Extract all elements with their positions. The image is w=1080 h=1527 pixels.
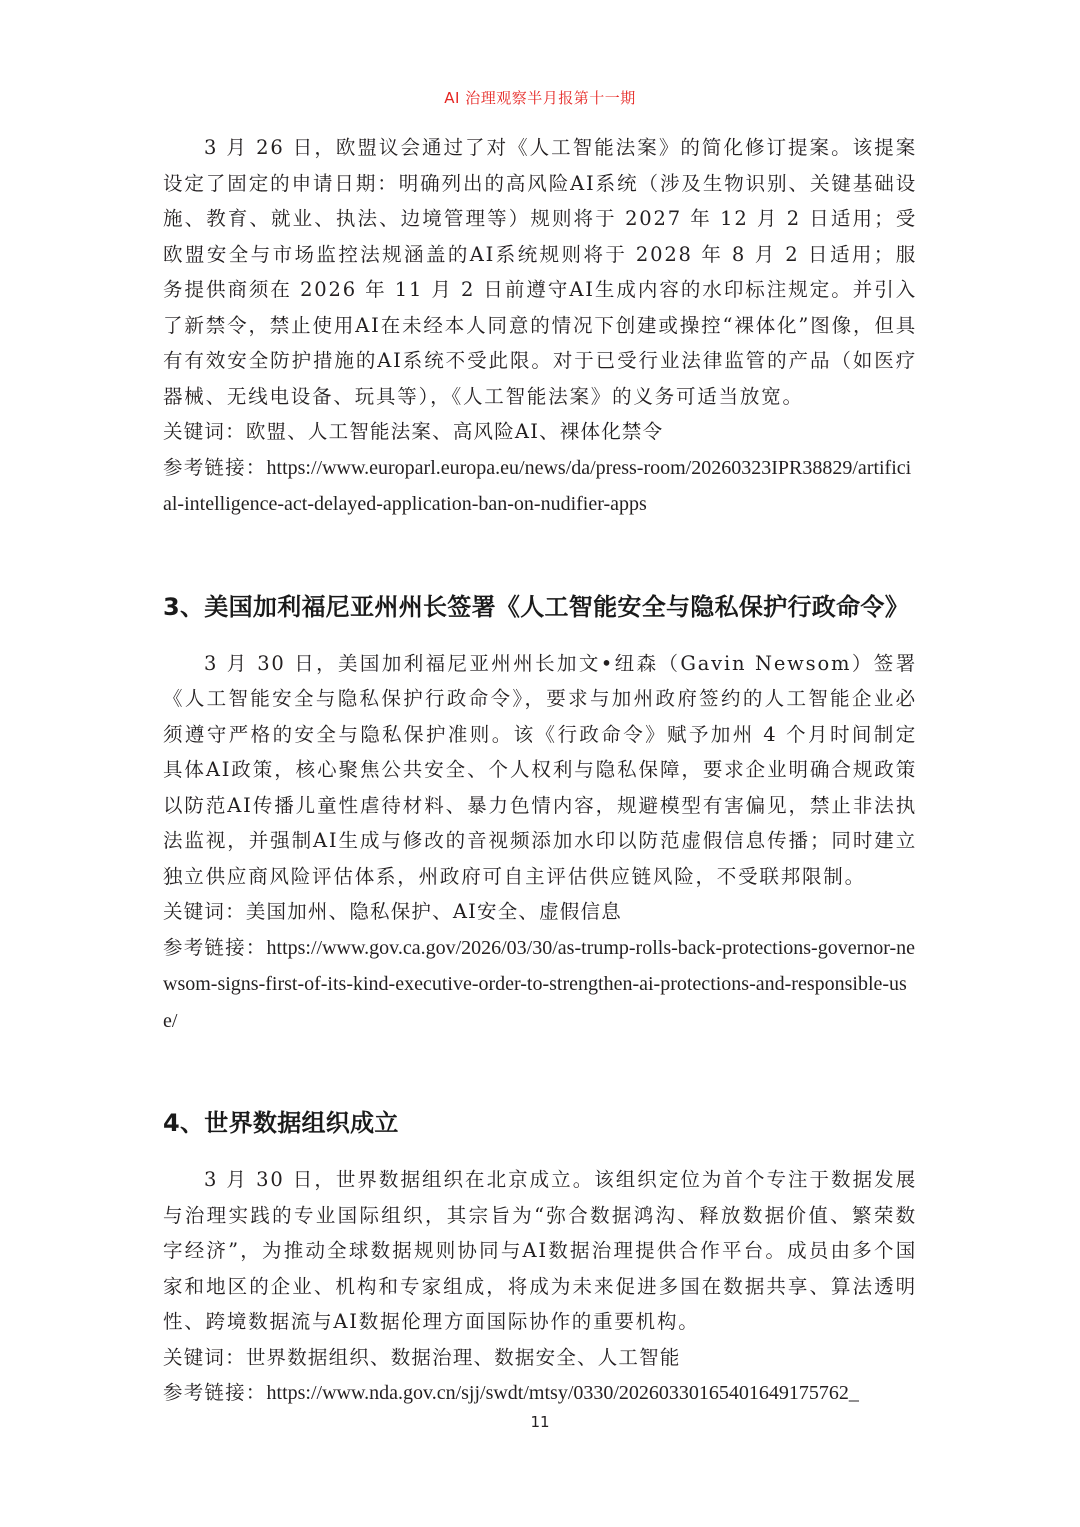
reference-line <box>163 1375 917 1412</box>
section-3-heading: 3、美国加利福尼亚州州长签署《人工智能安全与隐私保护行政命令》 <box>163 592 909 621</box>
keywords-line <box>163 1340 917 1376</box>
keywords-line <box>163 414 917 450</box>
reference-link[interactable]: https://www.nda.gov.cn/sjj/swdt/mtsy/0330/20260330165401649175762_ <box>266 1382 859 1404</box>
reference-line <box>163 930 917 1040</box>
paragraph-eu-ai-act: 3 月 26 日，欧盟议会通过了对《人工智能法案》的简化修订提案。该提案设定了固定的申请日期：明确列出的高风险AI系统（涉及生物识别、关键基础设施、教育、就业、执法、边境管理等）规则将于 2027 年 12 月 2 日适用；受欧盟安全与市场监控法规涵盖的AI系统规则将于 2028 年 8 月 2 日适用；服务提供商须在 2026 年 11 月 2 日前遵守AI生成内容的水印标注规定。并引入了新禁令，禁止使用AI在未经本人同意的情况下创建或操控“裸体化”图像，但具有有效安全防护措施的AI系统不受此限。对于已受行业法律监管的产品（如医疗器械、无线电设备、玩具等），《人工智能法案》的义务可适当放宽。 <box>163 136 917 408</box>
paragraph-section-4: 3 月 30 日，世界数据组织在北京成立。该组织定位为首个专注于数据发展与治理实践的专业国际组织，其宗旨为“弥合数据鸿沟、释放数据价值、繁荣数字经济”，为推动全球数据规则协同与AI数据治理提供合作平台。成员由多个国家和地区的企业、机构和专家组成，将成为未来促进多国在数据共享、算法透明性、跨境数据流与AI数据伦理方面国际协作的重要机构。 <box>163 1168 917 1333</box>
section-3 <box>163 587 917 1040</box>
reference-link[interactable]: https://www.europarl.europa.eu/news/da/press-room/20260323IPR38829/artificial-intelligence-act-delayed-application-ban-on-nudifier-apps <box>163 456 912 515</box>
page-number: 11 <box>530 1413 550 1431</box>
reference-label: 参考链接： <box>163 935 267 959</box>
paragraph-section-3: 3 月 30 日，美国加利福尼亚州州长加文•纽森（Gavin Newsom）签署《人工智能安全与隐私保护行政命令》，要求与加州政府签约的人工智能企业必须遵守严格的安全与隐私保护准则。该《行政命令》赋予加州 4 个月时间制定具体AI政策，核心聚焦公共安全、个人权利与隐私保障，要求企业明确合规政策以防范AI传播儿童性虐待材料、暴力色情内容，规避模型有害偏见，禁止非法执法监视，并强制AI生成与修改的音视频添加水印以防范虚假信息传播；同时建立独立供应商风险评估体系，州政府可自主评估供应链风险，不受联邦限制。 <box>163 651 917 888</box>
running-header: AI 治理观察半月报第十一期 <box>444 89 636 107</box>
section-4 <box>163 1103 917 1412</box>
reference-link[interactable]: https://www.gov.ca.gov/2026/03/30/as-trump-rolls-back-protections-governor-newsom-signs-first-of-its-kind-executive-order-to-strengthen-ai-protections-and-responsible-use/ <box>163 936 916 1032</box>
keywords-label: 关键词： <box>163 900 246 923</box>
reference-label: 参考链接： <box>163 1381 267 1404</box>
keywords-value: 世界数据组织、数据治理、数据安全、人工智能 <box>245 1345 681 1369</box>
keywords-label: 关键词： <box>163 420 246 443</box>
reference-line <box>163 450 917 523</box>
keywords-value: 欧盟、人工智能法案、高风险AI、裸体化禁令 <box>245 420 664 443</box>
page-content <box>163 130 917 1412</box>
reference-label: 参考链接： <box>163 455 267 479</box>
section-4-heading: 4、世界数据组织成立 <box>163 1109 399 1137</box>
keywords-line <box>163 894 917 930</box>
keywords-label: 关键词： <box>163 1345 246 1369</box>
section-eu-ai-act <box>163 130 917 523</box>
keywords-value: 美国加州、隐私保护、AI安全、虚假信息 <box>245 900 622 923</box>
